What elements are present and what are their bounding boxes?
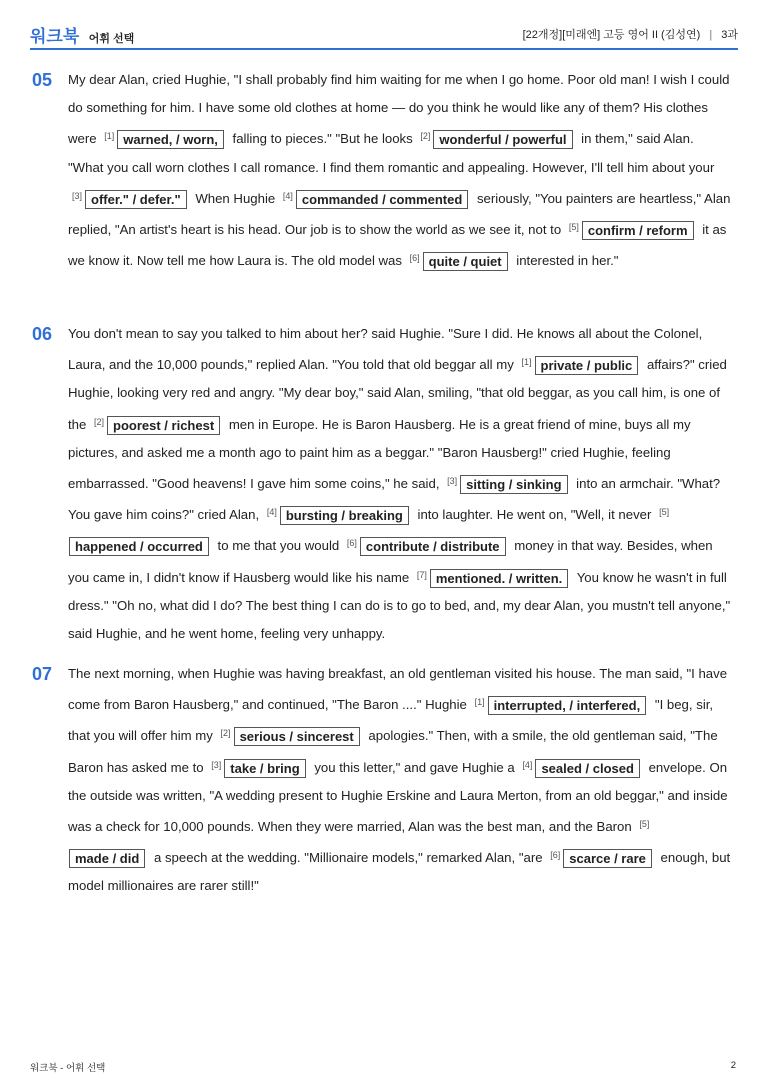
passage-text: falling to pieces." "But he looks	[228, 131, 417, 147]
question-item	[32, 660, 732, 901]
passage-text: you this letter," and gave Hughie a	[310, 759, 519, 775]
passage-text: money in that way. Besides, when you came in, I didn't know if Hausberg would like his name	[68, 538, 713, 585]
passage-text: into an armchair. "What? You gave him coins?" cried Alan,	[68, 476, 721, 523]
brand	[30, 22, 134, 47]
blank-marker: [2]	[220, 728, 231, 739]
page-header	[30, 18, 738, 50]
passage-text: in them," said Alan. "What you call worn clothes I call romance. I find them romantic and appealing. However, I'll tell him about your	[68, 131, 715, 175]
passage-text: envelope. On the outside was written, "A wedding present to Hughie Erskine and Laura Merton, from an old beggar," and inside was a check for 10,000 pounds. When they were married, Alan was the best man, and the Baron	[68, 759, 728, 835]
footer-label: 워크북 - 어휘 선택	[30, 1063, 106, 1074]
choice-box[interactable]: serious / sincerest	[234, 727, 360, 746]
blank-marker: [1]	[104, 131, 115, 142]
blank-marker: [1]	[521, 357, 532, 368]
course-title: [22개정][미래엔] 고등 영어 II (김성연)	[522, 29, 701, 41]
choice-box[interactable]: scarce / rare	[563, 849, 652, 868]
question-item	[32, 320, 732, 648]
choice-box[interactable]: mentioned. / written.	[430, 569, 568, 588]
choice-box[interactable]: take / bring	[224, 759, 305, 778]
passage-text: seriously, "You painters are heartless," Alan replied, "An artist's heart is his head. Our job is to show the world as we see it, not to	[68, 190, 731, 238]
question-number: 07	[32, 664, 53, 684]
choice-box[interactable]: sealed / closed	[535, 759, 640, 778]
blank-marker: [2]	[94, 416, 105, 427]
choice-box[interactable]: warned, / worn,	[117, 130, 224, 149]
choice-box[interactable]: contribute / distribute	[360, 537, 506, 556]
brand-name: 워크북	[30, 27, 80, 46]
blank-marker: [5]	[639, 819, 650, 830]
blank-marker: [5]	[568, 222, 579, 233]
choice-box[interactable]: wonderful / powerful	[433, 130, 572, 149]
question-passage	[68, 320, 732, 648]
passage-text: men in Europe. He is Baron Hausberg. He is a great friend of mine, buys all my pictures, and asked me a month ago to paint him as a beggar." "Baron Hausberg!" cried Hughie, feeling embarrassed. "Good heavens! I gave him some coins," he said,	[68, 416, 691, 492]
choice-box[interactable]: confirm / reform	[582, 221, 694, 240]
blank-marker: [6]	[409, 253, 420, 264]
passage-text: interested in her."	[512, 253, 619, 269]
passage-text: it as we know it. Now tell me how Laura is. The old model was	[68, 222, 727, 269]
choice-box[interactable]: bursting / breaking	[280, 506, 409, 525]
question-passage	[68, 660, 732, 901]
passage-text: affairs?" cried Hughie, looking very red and angry. "My dear boy," said Alan, smiling, "that old beggar, as you call him, is one of the	[68, 357, 727, 432]
passage-text: The next morning, when Hughie was having breakfast, an old gentleman visited his house. The man said, "I have come from Baron Hausberg," and continued, "The Baron ...." Hughie	[68, 666, 728, 713]
blank-marker: [4]	[282, 190, 293, 201]
blank-marker: [5]	[659, 507, 670, 518]
page-number: 2	[730, 1060, 736, 1071]
choice-box[interactable]: made / did	[69, 849, 145, 868]
brand-subtitle: 어휘 선택	[88, 33, 135, 45]
passage-text: apologies." Then, with a smile, the old gentleman said, "The Baron has asked me to	[68, 728, 718, 775]
question-number: 06	[32, 324, 53, 344]
passage-text: to me that you would	[213, 538, 343, 554]
choice-box[interactable]: private / public	[535, 356, 639, 375]
passage-text: into laughter. He went on, "Well, it never	[413, 507, 656, 523]
choice-box[interactable]: interrupted, / interfered,	[488, 696, 647, 715]
blank-marker: [2]	[420, 131, 431, 142]
blank-marker: [4]	[266, 507, 277, 518]
passage-text: You know he wasn't in full dress." "Oh no, what did I do? The best thing I can do is to go to bed, and, my dear Alan, you mustn't tell anyone," said Hughie, and he went home, feeling very unhappy.	[68, 569, 731, 642]
blank-marker: [3]	[447, 476, 458, 487]
choice-box[interactable]: commanded / commented	[296, 190, 468, 209]
blank-marker: [3]	[211, 759, 222, 770]
passage-text: My dear Alan, cried Hughie, "I shall probably find him waiting for me when I go home. Poor old man! I wish I could do something for him. I have some old clothes at home — do you think he would like any of them? His clothes were	[68, 72, 730, 147]
blank-marker: [6]	[346, 538, 357, 549]
blank-marker: [1]	[474, 697, 485, 708]
choice-box[interactable]: happened / occurred	[69, 537, 209, 556]
question-item	[32, 66, 732, 275]
blank-marker: [4]	[522, 759, 533, 770]
passage-text: You don't mean to say you talked to him about her? said Hughie. "Sure I did. He knows all about the Colonel, Laura, and the 10,000 pounds," replied Alan. "You told that old beggar all my	[68, 326, 703, 373]
passage-text: a speech at the wedding. "Millionaire models," remarked Alan, "are	[150, 850, 547, 866]
question-passage	[68, 66, 732, 275]
passage-text: "I beg, sir, that you will offer him my	[68, 697, 714, 744]
choice-box[interactable]: quite / quiet	[423, 252, 508, 271]
blank-marker: [3]	[72, 190, 83, 201]
header-separator: |	[709, 29, 713, 41]
course-info	[523, 26, 738, 42]
choice-box[interactable]: poorest / richest	[107, 416, 220, 435]
choice-box[interactable]: sitting / sinking	[460, 475, 567, 494]
passage-text: enough, but model millionaires are rarer still!"	[68, 850, 731, 894]
lesson-number: 3과	[721, 29, 738, 41]
blank-marker: [6]	[550, 850, 561, 861]
question-number: 05	[32, 70, 53, 90]
blank-marker: [7]	[416, 569, 427, 580]
passage-text: When Hughie	[191, 190, 279, 206]
choice-box[interactable]: offer." / defer."	[85, 190, 187, 209]
